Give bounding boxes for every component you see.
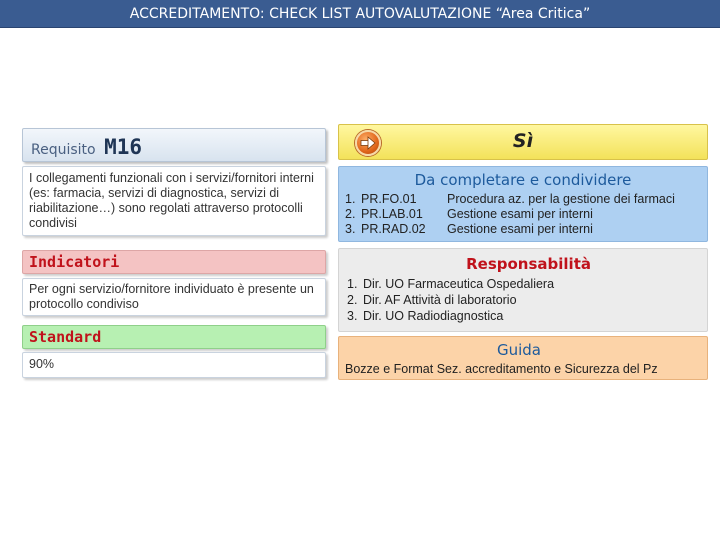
procedure-code: PR.RAD.02 bbox=[361, 222, 426, 236]
list-item bbox=[347, 308, 701, 324]
si-label: Sì bbox=[512, 130, 534, 152]
responsabile-text: Dir. UO Farmaceutica Ospedaliera bbox=[363, 277, 555, 291]
standard-header: Standard bbox=[22, 325, 326, 349]
da-completare-box bbox=[338, 166, 708, 242]
indicatori-header: Indicatori bbox=[22, 250, 326, 274]
standard-value: 90% bbox=[22, 352, 326, 378]
list-number: 3. bbox=[345, 222, 356, 236]
responsabilita-box bbox=[338, 248, 708, 332]
list-number: 3. bbox=[347, 309, 358, 323]
list-item bbox=[345, 207, 701, 222]
procedure-code: PR.FO.01 bbox=[361, 192, 417, 206]
da-completare-title: Da completare e condividere bbox=[414, 171, 632, 189]
list-item bbox=[347, 292, 701, 308]
procedure-text: Gestione esami per interni bbox=[447, 222, 593, 236]
responsabile-text: Dir. UO Radiodiagnostica bbox=[363, 309, 504, 323]
responsabilita-list bbox=[345, 276, 701, 324]
indicatori-text: Per ogni servizio/fornitore individuato è presente un protocollo condiviso bbox=[22, 278, 326, 316]
list-number: 2. bbox=[345, 207, 356, 221]
si-answer-box bbox=[338, 124, 708, 160]
requisito-header bbox=[22, 128, 326, 162]
list-number: 1. bbox=[347, 277, 358, 291]
list-item bbox=[347, 276, 701, 292]
slide-title: ACCREDITAMENTO: CHECK LIST AUTOVALUTAZIONE “Area Critica” bbox=[0, 0, 720, 28]
list-number: 1. bbox=[345, 192, 356, 206]
responsabilita-title: Responsabilità bbox=[466, 255, 591, 273]
procedure-text: Procedura az. per la gestione dei farmaci bbox=[447, 192, 675, 206]
procedure-text: Gestione esami per interni bbox=[447, 207, 593, 221]
procedure-code: PR.LAB.01 bbox=[361, 207, 423, 221]
responsabile-text: Dir. AF Attività di laboratorio bbox=[363, 293, 517, 307]
list-item bbox=[345, 192, 701, 207]
requisito-label: Requisito bbox=[31, 142, 96, 158]
list-number: 2. bbox=[347, 293, 358, 307]
guida-text: Bozze e Format Sez. accreditamento e Sicurezza del Pz bbox=[345, 362, 658, 376]
guida-title: Guida bbox=[496, 341, 541, 359]
requisito-text: I collegamenti funzionali con i servizi/fornitori interni (es: farmacia, servizi di diagnostica, servizi di riabilitazione…) sono regolati attraverso protocolli condivisi bbox=[22, 166, 326, 236]
list-item bbox=[345, 222, 701, 237]
requisito-code: M16 bbox=[104, 135, 142, 159]
guida-box bbox=[338, 336, 708, 380]
da-completare-list bbox=[345, 192, 701, 237]
